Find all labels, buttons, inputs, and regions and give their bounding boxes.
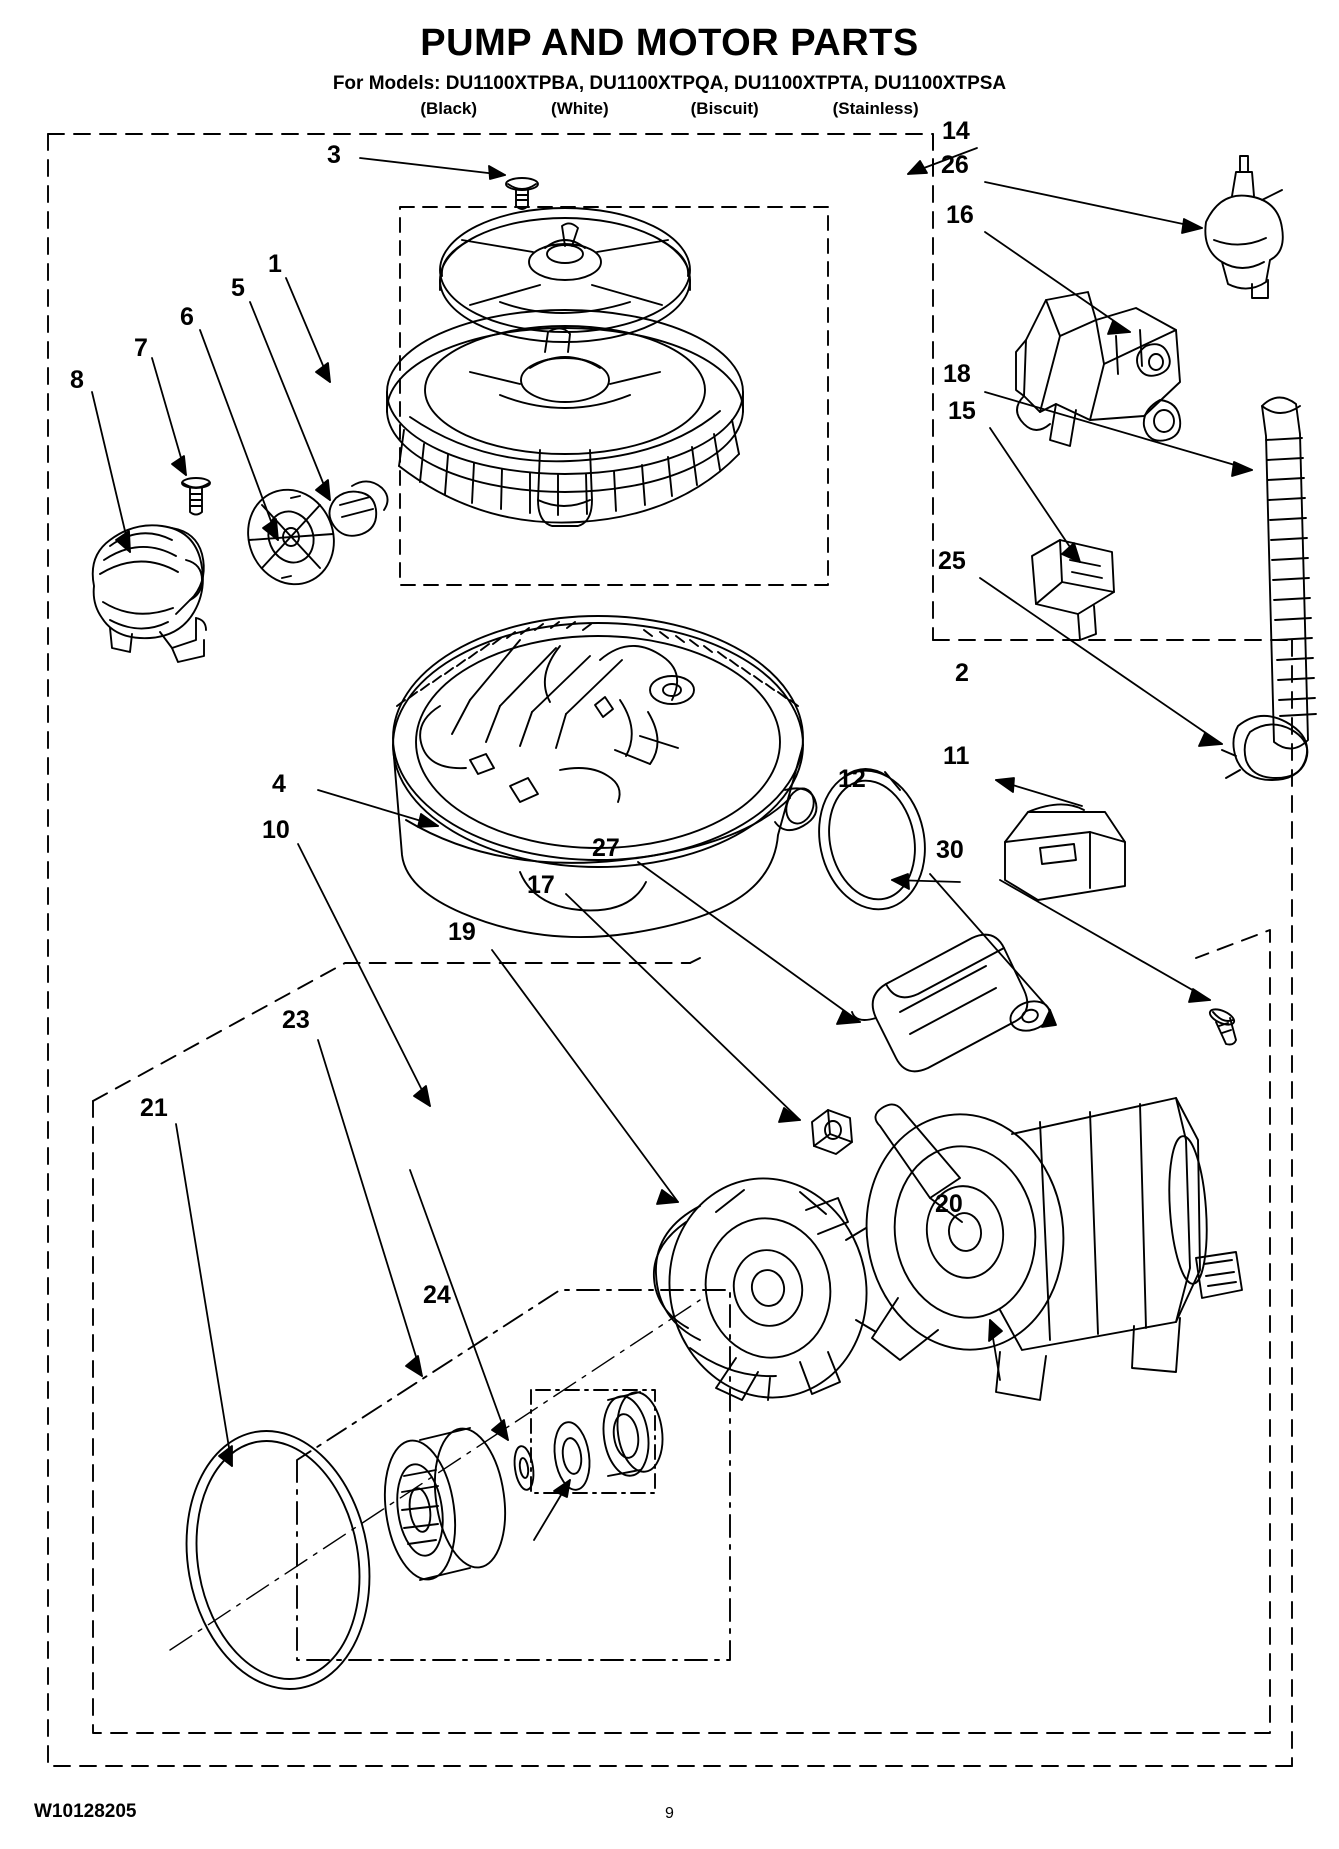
callout-27: 30: [936, 836, 964, 864]
callout-20: 20: [935, 1190, 963, 1218]
callout-21: 21: [140, 1094, 168, 1122]
callout-16: 17: [527, 871, 555, 899]
finish-label-white: (White): [551, 99, 609, 118]
callout-3: 3: [327, 141, 341, 169]
callout-8: 8: [70, 366, 84, 394]
page-number: 9: [665, 1805, 674, 1822]
callout-17: 16: [946, 201, 974, 229]
callout-4: 4: [272, 770, 286, 798]
callout-25: 26: [941, 151, 969, 179]
callout-22: 23: [282, 1006, 310, 1034]
page-title: PUMP AND MOTOR PARTS: [420, 22, 919, 64]
finish-label-stainless: (Stainless): [832, 99, 919, 118]
callout-10: 10: [262, 816, 290, 844]
finish-label-black: (Black): [420, 99, 478, 118]
callout-5: 5: [231, 274, 245, 302]
document-number: W10128205: [34, 1801, 137, 1822]
callout-23: 24: [423, 1281, 451, 1309]
callout-24: 25: [938, 547, 966, 575]
callout-26: 27: [592, 834, 620, 862]
finish-label-biscuit: (Biscuit): [690, 99, 759, 118]
callout-2: 2: [955, 659, 969, 687]
callout-19: 18: [943, 360, 971, 388]
callout-7: 7: [134, 334, 148, 362]
models-line: For Models: DU1100XTPBA, DU1100XTPQA, DU1100XTPTA, DU1100XTPSA: [332, 73, 1007, 94]
callout-1: 1: [268, 250, 282, 278]
callout-12: 12: [838, 765, 866, 793]
callout-15: 15: [948, 397, 976, 425]
callout-11: 11: [943, 742, 970, 770]
callout-6: 6: [180, 303, 194, 331]
callout-18: 19: [448, 918, 476, 946]
callout-14: 14: [942, 117, 970, 145]
